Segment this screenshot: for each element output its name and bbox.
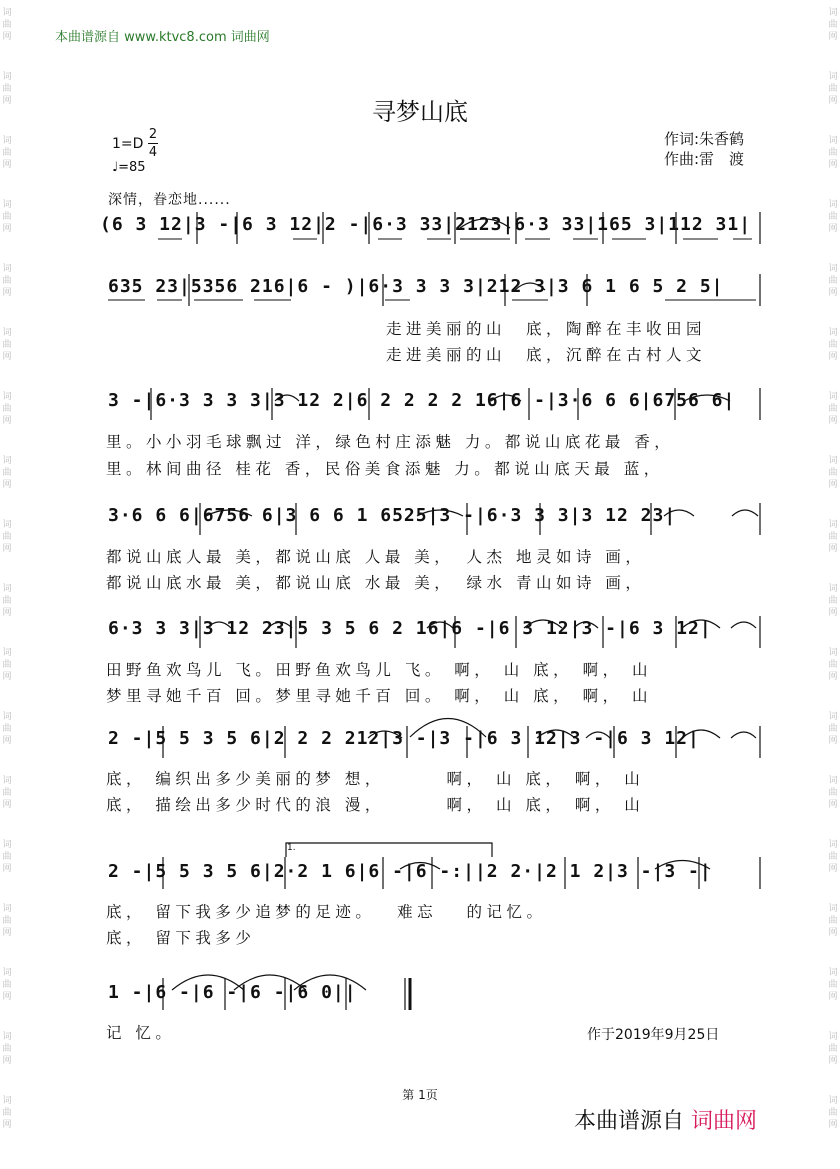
lyric-line-5b: 梦里寻她千百 回。梦里寻她千百 回。 啊， 山 底， 啊， 山 (106, 687, 652, 705)
side-watermark-char: 曲 (828, 84, 838, 94)
slur (460, 219, 510, 228)
side-watermark-char: 网 (2, 928, 12, 938)
side-watermark-char: 曲 (828, 916, 838, 926)
slur (524, 620, 562, 628)
song-title: 寻梦山底 (372, 98, 468, 126)
side-watermark-char: 网 (828, 160, 838, 170)
side-watermark-char: 词 (828, 264, 838, 274)
side-watermark-char: 词 (2, 520, 12, 530)
side-watermark-char: 曲 (2, 1108, 12, 1118)
volta-bracket (286, 843, 492, 857)
lyric-line-6b: 底， 描绘出多少时代的浪 漫， 啊， 山 底， 啊， 山 (106, 796, 645, 814)
side-watermark-char: 网 (2, 224, 12, 234)
lyric-line-3b: 里。林间曲径 桂花 香，民俗美食添魅 力。都说山底天最 蓝， (106, 460, 664, 478)
volta-label: 1. (287, 843, 296, 853)
key-signature: 1=D (112, 136, 144, 152)
side-watermark-char: 曲 (2, 724, 12, 734)
lyric-line-2a: 走进美丽的山 底，陶醉在丰收田园 (386, 320, 707, 338)
slur (275, 395, 299, 401)
side-watermark-char: 词 (828, 840, 838, 850)
side-watermark-char: 曲 (828, 148, 838, 158)
slur (655, 861, 710, 870)
side-watermark-char: 词 (2, 328, 12, 338)
side-watermark-char: 词 (2, 1096, 12, 1106)
side-watermark-char: 网 (2, 544, 12, 554)
side-watermark-char: 词 (828, 1032, 838, 1042)
side-watermark-char: 词 (828, 456, 838, 466)
side-watermark-char: 曲 (2, 532, 12, 542)
side-watermark-char: 词 (828, 8, 838, 18)
lyric-line-4b: 都说山底水最 美，都说山底 水最 美， 绿水 青山如诗 画， (106, 574, 646, 592)
side-watermark-char: 曲 (2, 340, 12, 350)
slur (732, 510, 758, 516)
side-watermark-char: 网 (828, 672, 838, 682)
side-watermark-char: 词 (2, 1032, 12, 1042)
side-watermark-char: 词 (828, 328, 838, 338)
slur (172, 975, 244, 990)
slur (268, 622, 292, 628)
side-watermark-char: 曲 (2, 212, 12, 222)
side-watermark-char: 网 (828, 96, 838, 106)
side-watermark-char: 词 (828, 392, 838, 402)
lyric-line-7b: 底， 留下我多少 (106, 929, 256, 947)
notation-line-6: 2 -|5 5 3 5 6|2 2 2 212|3 -|3 -|6 3 12|3 -|6 3 12| (108, 728, 700, 749)
side-watermark-char: 词 (2, 712, 12, 722)
side-watermark-char: 网 (2, 992, 12, 1002)
side-watermark-char: 词 (828, 712, 838, 722)
slur (368, 731, 402, 738)
lyric-line-2b: 走进美丽的山 底，沉醉在古村人文 (386, 346, 707, 364)
side-watermark-char: 网 (828, 224, 838, 234)
side-watermark-char: 网 (2, 32, 12, 42)
slur (537, 730, 575, 738)
slur (400, 863, 440, 870)
side-watermark-char: 网 (828, 1120, 838, 1130)
side-watermark-char: 词 (2, 584, 12, 594)
tempo-value: =85 (118, 160, 146, 175)
slur (664, 510, 694, 516)
side-watermark-char: 词 (2, 648, 12, 658)
side-watermark-char: 词 (828, 776, 838, 786)
side-watermark-char: 词 (828, 72, 838, 82)
meter-top: 2 (148, 127, 158, 142)
side-watermark-char: 网 (2, 672, 12, 682)
side-watermark-char: 词 (2, 392, 12, 402)
slur (427, 622, 453, 628)
lyric-line-4a: 都说山底人最 美，都说山底 人最 美， 人杰 地灵如诗 画， (106, 548, 646, 566)
composer-credit: 作曲:雷 渡 (664, 150, 745, 168)
page-number: 第 1页 (402, 1088, 438, 1102)
side-watermark-char: 网 (828, 416, 838, 426)
side-watermark-char: 词 (828, 520, 838, 530)
side-watermark-char: 网 (828, 608, 838, 618)
side-watermark-char: 曲 (2, 148, 12, 158)
side-watermark-char: 词 (2, 264, 12, 274)
side-watermark-char: 网 (2, 1056, 12, 1066)
notation-line-1: (6 3 12|3 -|6 3 12|2 -|6·3 33|2123|6·3 33|165 3|112 31| (100, 214, 752, 235)
notation-line-2: 635 23|5356 216|6 - )|6·3 3 3 3|212 3|3 6 1 6 5 2 5| (108, 276, 724, 297)
side-watermark-char: 词 (2, 840, 12, 850)
side-watermark-char: 网 (828, 864, 838, 874)
side-watermark-char: 词 (828, 200, 838, 210)
slur (491, 395, 521, 401)
side-watermark-char: 曲 (828, 404, 838, 414)
notation-line-8: 1 -|6 -|6 -|6 -|6 0|| (108, 982, 357, 1003)
side-watermark-char: 词 (2, 136, 12, 146)
slur (574, 622, 598, 628)
side-watermark-char: 词 (2, 456, 12, 466)
side-watermark-char: 曲 (2, 404, 12, 414)
side-watermark-char: 词 (828, 1096, 838, 1106)
side-watermark-char: 曲 (828, 212, 838, 222)
watermark-text: 本曲谱源自 (574, 1109, 685, 1134)
slur (294, 975, 366, 990)
side-watermark-char: 词 (2, 904, 12, 914)
source-watermark (574, 1104, 757, 1135)
side-watermark-char: 曲 (2, 788, 12, 798)
side-watermark-char: 曲 (828, 340, 838, 350)
side-watermark-char: 曲 (828, 660, 838, 670)
lyric-line-7a: 底， 留下我多少追梦的足迹。 难忘 的记忆。 (106, 903, 547, 921)
slur (586, 732, 610, 738)
composition-date: 作于2019年9月25日 (587, 1027, 720, 1043)
side-watermark-char: 曲 (2, 276, 12, 286)
side-watermark-char: 网 (2, 288, 12, 298)
side-watermark-char: 词 (2, 968, 12, 978)
side-watermark-char: 网 (828, 992, 838, 1002)
side-watermark-char: 网 (828, 352, 838, 362)
side-watermark-char: 网 (828, 928, 838, 938)
side-watermark-char: 网 (828, 480, 838, 490)
slur (206, 510, 252, 516)
slur (682, 620, 720, 628)
side-watermark-char: 网 (2, 160, 12, 170)
lyricist-credit: 作词:朱香鹤 (664, 130, 745, 148)
side-watermark-char: 曲 (2, 980, 12, 990)
side-watermark-char: 曲 (828, 980, 838, 990)
side-watermark-char: 曲 (828, 276, 838, 286)
side-watermark-char: 曲 (828, 1044, 838, 1054)
side-watermark-char: 曲 (2, 1044, 12, 1054)
side-watermark-char: 曲 (828, 852, 838, 862)
lyric-line-8: 记 忆。 (106, 1024, 176, 1042)
side-watermark-char: 词 (828, 584, 838, 594)
side-watermark-char: 曲 (828, 532, 838, 542)
lyric-line-3a: 里。小小羽毛球飘过 洋，绿色村庄添魅 力。都说山底花最 香， (106, 433, 675, 451)
side-watermark-char: 网 (828, 736, 838, 746)
quarter-note-icon: ♩ (112, 160, 119, 175)
side-watermark-char: 网 (828, 288, 838, 298)
slur (234, 975, 306, 990)
slur (410, 719, 486, 738)
expression-marking: 深情，眷恋地...... (108, 192, 231, 208)
side-watermark-char: 词 (828, 136, 838, 146)
side-watermark-char: 词 (828, 648, 838, 658)
side-watermark-char: 网 (828, 32, 838, 42)
side-watermark-char: 曲 (828, 20, 838, 30)
side-watermark-char: 词 (2, 8, 12, 18)
notation-line-4: 3·6 6 6|6756 6|3 6 6 1 6525|3 -|6·3 3 3|3 12 23| (108, 505, 677, 526)
side-watermark-char: 曲 (828, 1108, 838, 1118)
side-watermark-char: 词 (2, 72, 12, 82)
watermark-brand: 词曲网 (691, 1109, 758, 1134)
side-watermark-char: 网 (2, 352, 12, 362)
side-watermark-char: 网 (2, 864, 12, 874)
slur (684, 395, 730, 401)
side-watermark-char: 曲 (828, 596, 838, 606)
slur (731, 732, 756, 738)
side-watermark-char: 网 (2, 416, 12, 426)
slur (682, 730, 720, 738)
side-watermark-char: 网 (2, 800, 12, 810)
side-watermark-char: 曲 (2, 84, 12, 94)
side-watermark-char: 词 (828, 968, 838, 978)
lyric-line-6a: 底， 编织出多少美丽的梦 想， 啊， 山 底， 啊， 山 (106, 770, 645, 788)
lyric-line-5a: 田野鱼欢鸟儿 飞。田野鱼欢鸟儿 飞。 啊， 山 底， 啊， 山 (106, 661, 652, 679)
meter-bottom: 4 (148, 145, 158, 160)
side-watermark-char: 网 (2, 736, 12, 746)
notation-line-3: 3 -|6·3 3 3 3|3 12 2|6 2 2 2 2 16|6 -|3·6 6 6|6756 6| (108, 390, 736, 411)
side-watermark-char: 曲 (2, 916, 12, 926)
side-watermark-char: 网 (2, 96, 12, 106)
side-watermark-char: 曲 (828, 724, 838, 734)
side-watermark-char: 曲 (2, 468, 12, 478)
side-watermark-char: 曲 (2, 20, 12, 30)
notation-line-7: 2 -|5 5 3 5 6|2·2 1 6|6 -|6 -:||2 2·|2 1 2|3 -|3 -| (108, 861, 712, 882)
side-watermark-char: 曲 (2, 596, 12, 606)
side-watermark-char: 曲 (2, 852, 12, 862)
side-watermark-char: 词 (2, 776, 12, 786)
slur (731, 622, 756, 628)
side-watermark-char: 网 (828, 1056, 838, 1066)
notation-line-5: 6·3 3 3|3 12 23|5 3 5 6 2 16|6 -|6 3 12|3 -|6 3 12| (108, 618, 712, 639)
side-watermark-char: 词 (828, 904, 838, 914)
slur (515, 283, 545, 290)
side-watermark-char: 曲 (828, 468, 838, 478)
side-watermark-char: 曲 (828, 788, 838, 798)
slur (207, 622, 231, 628)
slur (417, 510, 463, 516)
side-watermark-char: 网 (828, 544, 838, 554)
side-watermark-char: 网 (828, 800, 838, 810)
side-watermark-char: 曲 (2, 660, 12, 670)
source-header: 本曲谱源自 www.ktvc8.com 词曲网 (55, 30, 270, 45)
side-watermark-char: 词 (2, 200, 12, 210)
side-watermark-char: 网 (2, 1120, 12, 1130)
side-watermark-char: 网 (2, 480, 12, 490)
side-watermark-char: 网 (2, 608, 12, 618)
